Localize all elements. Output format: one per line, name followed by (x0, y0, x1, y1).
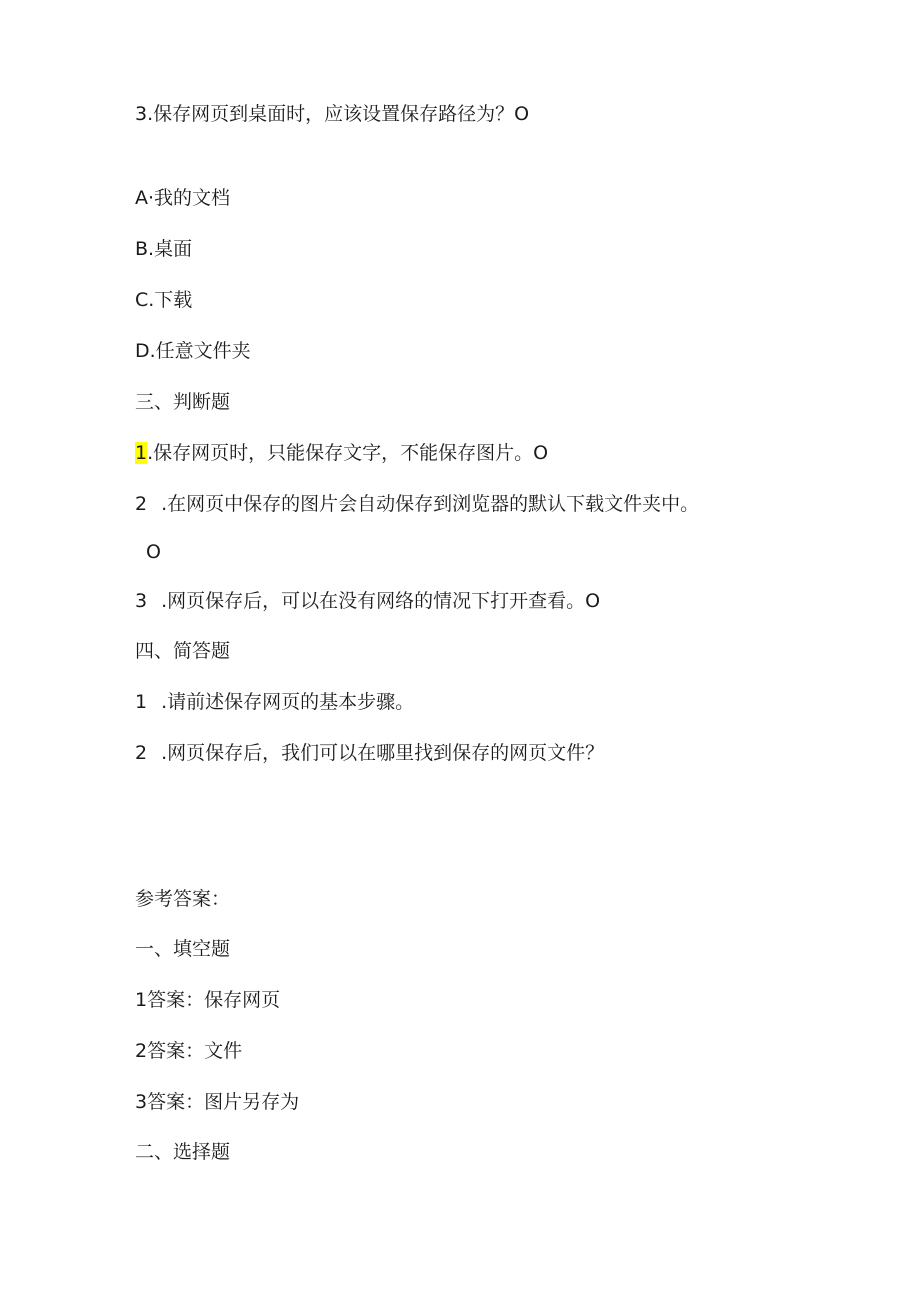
judgment-item-2-number: 2 (135, 493, 148, 515)
option-a: A·我的文档 (135, 187, 231, 209)
short-answer-item-2-number: 2 (135, 742, 148, 764)
short-answer-item-1-number: 1 (135, 691, 148, 713)
question-3: 3.保存网页到桌面时，应该设置保存路径为？O (135, 103, 530, 125)
fill-blank-heading: 一、填空题 (135, 938, 231, 960)
fill-answer-2: 2答案：文件 (135, 1040, 243, 1062)
answers-heading: 参考答案： (135, 888, 231, 910)
judgment-item-3-number: 3 (135, 590, 148, 612)
short-answer-item-1 (135, 690, 414, 714)
judgment-item-1-text: .保存网页时，只能保存文字，不能保存图片。O (147, 442, 549, 464)
fill-answer-3: 3答案：图片另存为 (135, 1091, 300, 1113)
option-c: C.下载 (135, 289, 193, 311)
judgment-item-3-text: .网页保存后，可以在没有网络的情况下打开查看。O (161, 590, 601, 612)
short-answer-heading: 四、简答题 (135, 640, 231, 662)
short-answer-item-1-text: .请前述保存网页的基本步骤。 (161, 691, 415, 713)
judgment-item-1 (135, 441, 548, 465)
short-answer-item-2 (135, 741, 604, 765)
highlight-number: 1 (135, 442, 148, 464)
judgment-item-2-text: .在网页中保存的图片会自动保存到浏览器的默认下载文件夹中。 (161, 493, 700, 515)
option-d: D.任意文件夹 (135, 340, 251, 362)
judgment-item-2 (135, 492, 699, 516)
option-b: B.桌面 (135, 238, 193, 260)
choice-heading: 二、选择题 (135, 1141, 231, 1163)
fill-answer-1: 1答案：保存网页 (135, 989, 281, 1011)
judgment-heading: 三、判断题 (135, 391, 231, 413)
short-answer-item-2-text: .网页保存后，我们可以在哪里找到保存的网页文件？ (161, 742, 605, 764)
judgment-item-3 (135, 589, 600, 613)
judgment-item-2-continuation: O (146, 541, 161, 563)
